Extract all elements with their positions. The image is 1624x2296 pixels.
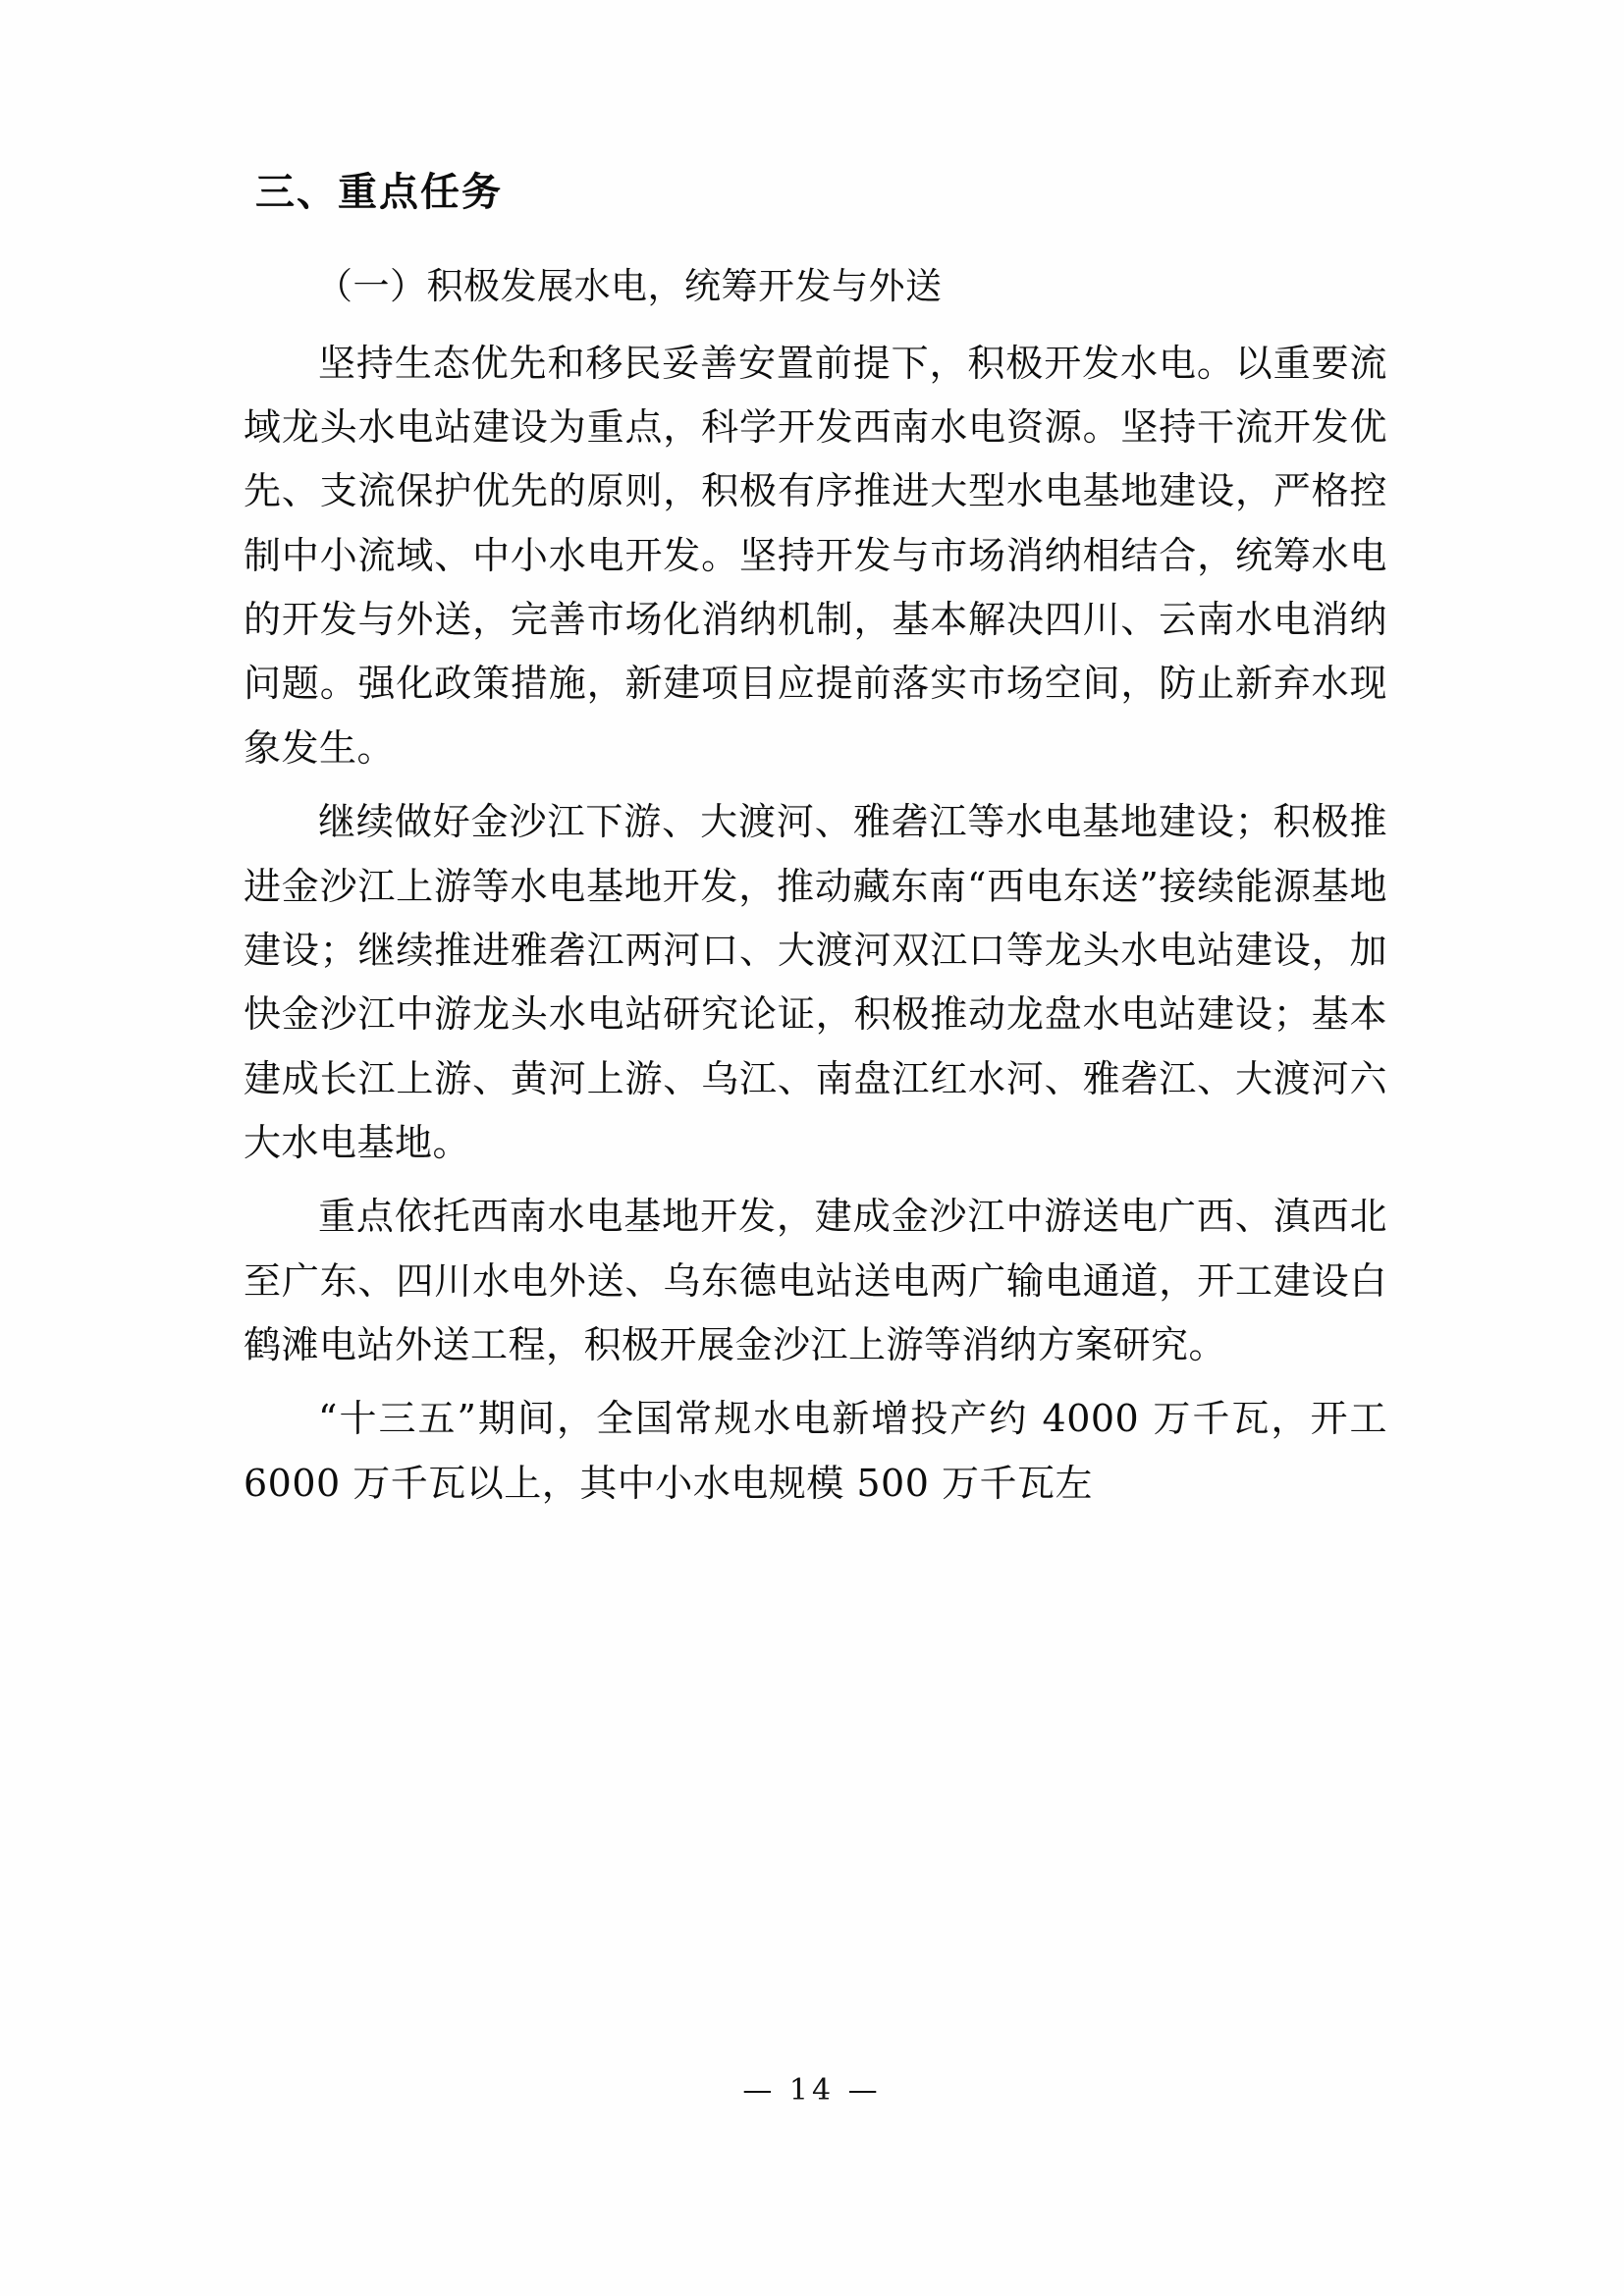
page-content	[244, 167, 1387, 1525]
page-title: 三、重点任务	[255, 170, 503, 215]
body-paragraph-3: 重点依托西南水电基地开发，建成金沙江中游送电广西、滇西北至广东、四川水电外送、乌东德电站送电两广输电通道，开工建设白鹤滩电站外送工程，积极开展金沙江上游等消纳方案研究。	[244, 1195, 1387, 1367]
page-number-footer: — 14 —	[742, 2073, 882, 2108]
body-paragraph-4: “十三五”期间，全国常规水电新增投产约 4000 万千瓦，开工 6000 万千瓦以上，其中小水电规模 500 万千瓦左	[244, 1397, 1387, 1505]
body-paragraph-1: 坚持生态优先和移民妥善安置前提下，积极开发水电。以重要流域龙头水电站建设为重点，科学开发西南水电资源。坚持干流开发优先、支流保护优先的原则，积极有序推进大型水电基地建设，严格控制中小流域、中小水电开发。坚持开发与市场消纳相结合，统筹水电的开发与外送，完善市场化消纳机制，基本解决四川、云南水电消纳问题。强化政策措施，新建项目应提前落实市场空间，防止新弃水现象发生。	[244, 341, 1387, 770]
body-paragraph-2: 继续做好金沙江下游、大渡河、雅砻江等水电基地建设；积极推进金沙江上游等水电基地开发，推动藏东南“西电东送”接续能源基地建设；继续推进雅砻江两河口、大渡河双江口等龙头水电站建设，加快金沙江中游龙头水电站研究论证，积极推动龙盘水电站建设；基本建成长江上游、黄河上游、乌江、南盘江红水河、雅砻江、大渡河六大水电基地。	[244, 800, 1387, 1164]
subsection-heading: （一）积极发展水电，统筹开发与外送	[316, 265, 943, 307]
